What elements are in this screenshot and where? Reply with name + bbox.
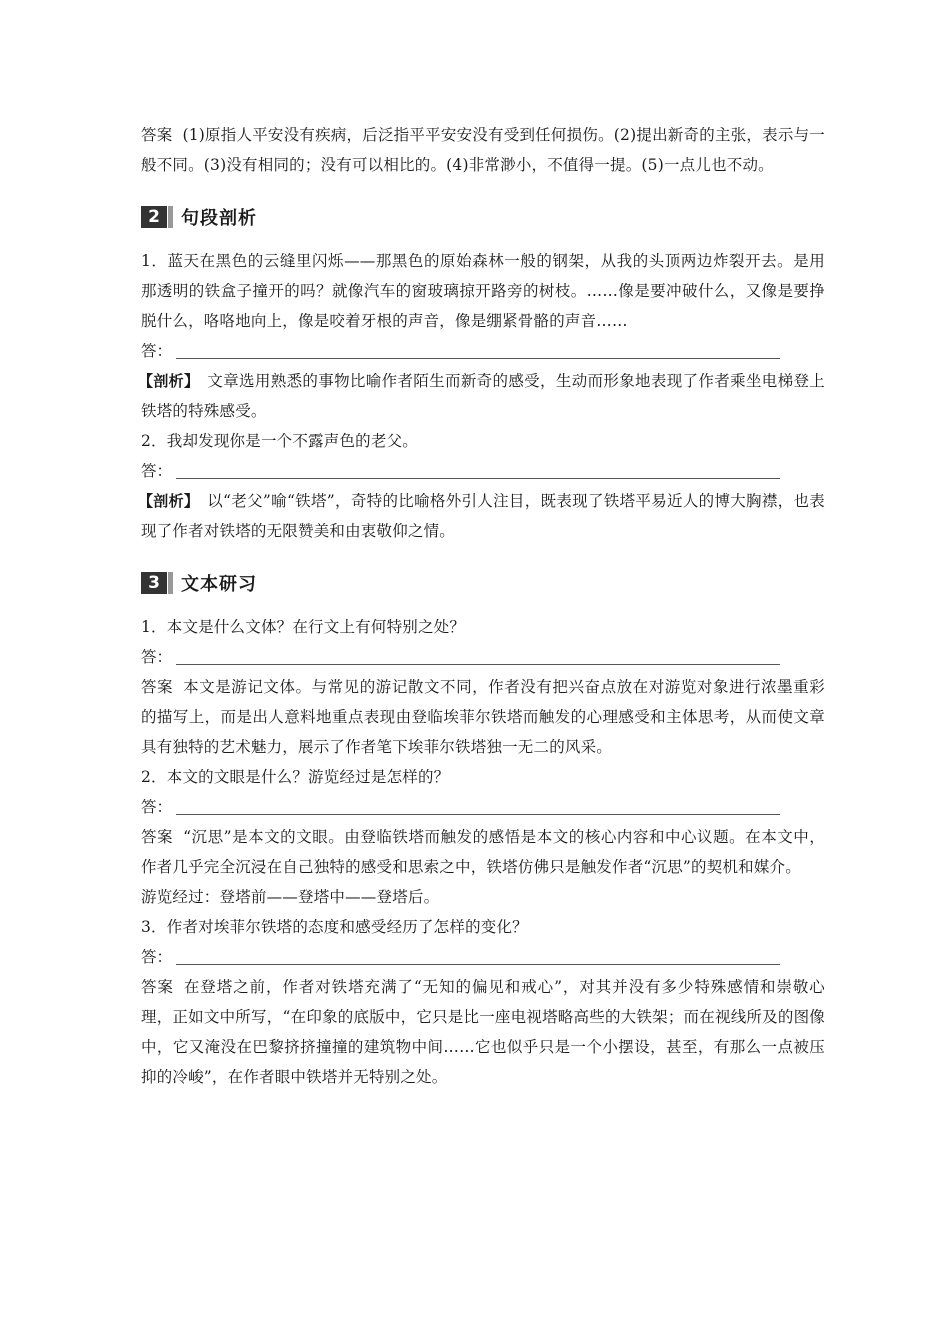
answer-3 — [141, 972, 825, 1092]
answer-blank[interactable] — [141, 792, 825, 822]
answer-blank[interactable] — [141, 942, 825, 972]
answer-underline — [176, 663, 780, 665]
answer-label: 答案 — [141, 828, 174, 846]
section-title: 文本研习 — [181, 574, 257, 595]
answer-prompt: 答： — [141, 342, 173, 360]
analysis-label: 【剖析】 — [138, 492, 200, 510]
answer-text: 本文是游记文体。与常见的游记散文不同，作者没有把兴奋点放在对游览对象进行浓墨重彩的描写上，而是出人意料地重点表现由登临埃菲尔铁塔而触发的心理感受和主体思考，从而使文章具有独特的艺术魅力，展示了作者笔下埃菲尔铁塔独一无二的风采。 — [141, 678, 825, 756]
answer-label: 答案 — [141, 678, 174, 696]
answer-text: 在登塔之前，作者对铁塔充满了“无知的偏见和戒心”，对其并没有多少特殊感情和崇敬心理，正如文中所写，“在印象的底版中，它只是比一座电视塔略高些的大铁架；而在视线所及的图像中，它又淹没在巴黎挤挤撞撞的建筑物中间……它也似乎只是一个小摆设，甚至，有那么一点被压抑的冷峻”，在作者眼中铁塔并无特别之处。 — [141, 978, 825, 1086]
answer-blank[interactable] — [141, 642, 825, 672]
section-title: 句段剖析 — [181, 208, 257, 229]
answer-label: 答案 — [141, 126, 173, 144]
section-number-badge: 3 — [141, 572, 167, 594]
answer-1 — [141, 672, 825, 762]
document-content — [138, 120, 825, 1092]
section-heading-3 — [141, 568, 825, 598]
answer-prompt: 答： — [141, 462, 173, 480]
answer-underline — [176, 963, 780, 965]
answer-label: 答案 — [141, 978, 174, 996]
question-1: 1．本文是什么文体？在行文上有何特别之处？ — [141, 618, 466, 636]
intro-answer — [141, 120, 825, 180]
analysis-2 — [138, 486, 825, 546]
answer-text: “沉思”是本文的文眼。由登临铁塔而触发的感悟是本文的核心内容和中心议题。在本文中，作者几乎完全沉浸在自己独特的感受和思索之中，铁塔仿佛只是触发作者“沉思”的契机和媒介。 — [141, 828, 825, 876]
answer-text: (1)原指人平安没有疾病，后泛指平平安安没有受到任何损伤。(2)提出新奇的主张，表示与一般不同。(3)没有相同的；没有可以相比的。(4)非常渺小，不值得一提。(5)一点儿也不动。 — [141, 126, 825, 174]
answer-blank[interactable] — [141, 456, 825, 486]
question-3: 3．作者对埃菲尔铁塔的态度和感受经历了怎样的变化？ — [141, 918, 528, 936]
answer-prompt: 答： — [141, 948, 173, 966]
answer-prompt: 答： — [141, 798, 173, 816]
question-1: 1．蓝天在黑色的云缝里闪烁——那黑色的原始森林一般的钢架，从我的头顶两边炸裂开去。是用那透明的铁盒子撞开的吗？就像汽车的窗玻璃掠开路旁的树枝。……像是要冲破什么，又像是要挣脱什么，咯咯地向上，像是咬着牙根的声音，像是绷紧骨骼的声音…… — [141, 252, 825, 330]
answer-2-extra: 游览经过：登塔前——登塔中——登塔后。 — [141, 888, 440, 906]
section-number-badge: 2 — [141, 206, 167, 228]
analysis-1 — [138, 366, 825, 426]
section-heading-2 — [141, 202, 825, 232]
answer-prompt: 答： — [141, 648, 173, 666]
answer-underline — [176, 477, 780, 479]
answer-blank[interactable] — [141, 336, 825, 366]
question-2: 2．我却发现你是一个不露声色的老父。 — [141, 432, 418, 450]
answer-underline — [176, 357, 780, 359]
analysis-label: 【剖析】 — [138, 372, 200, 390]
answer-underline — [176, 813, 780, 815]
analysis-text: 文章选用熟悉的事物比喻作者陌生而新奇的感受，生动而形象地表现了作者乘坐电梯登上铁塔的特殊感受。 — [141, 372, 825, 420]
question-2: 2．本文的文眼是什么？游览经过是怎样的？ — [141, 768, 450, 786]
answer-2 — [141, 822, 825, 882]
analysis-text: 以“老父”喻“铁塔”，奇特的比喻格外引人注目，既表现了铁塔平易近人的博大胸襟，也表现了作者对铁塔的无限赞美和由衷敬仰之情。 — [141, 492, 825, 540]
